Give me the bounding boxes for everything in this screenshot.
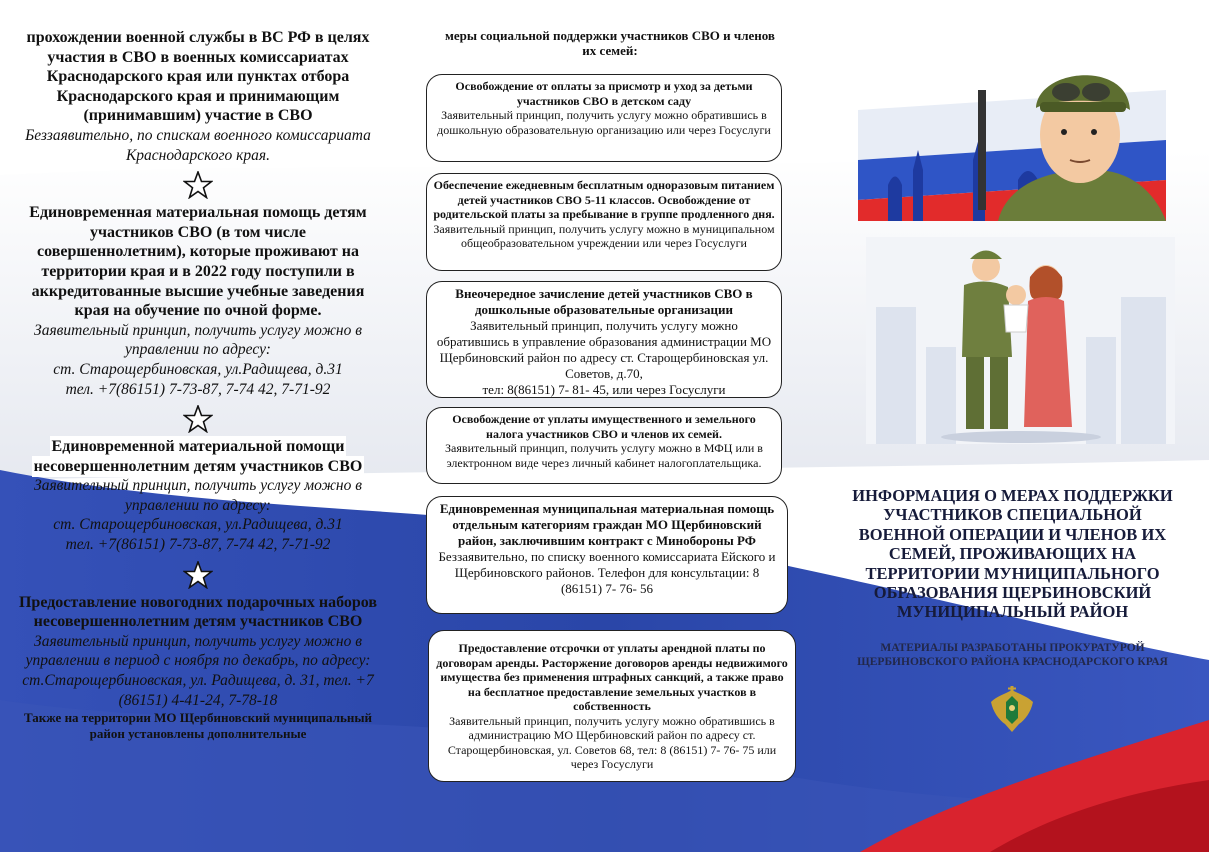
box-text: Заявительный принцип, получить услугу можно обратившись в дошкольную образовательную организацию или через Госуслуги [437,108,771,137]
soldier-illustration [858,50,1166,221]
block3-note: Заявительный принцип, получить услугу можно в управлении по адресу: [34,477,362,514]
block3-heading-line1: Единовременной материальной помощи [51,438,345,456]
box-text: Заявительный принцип, получить услугу можно обратившись в администрацию МО Щербиновский район по адресу ст. Старощербиновская, ул. Советов 68, тел: 8 (86151) 7- 76- 75 или через Госуслуги [447,713,777,771]
box-heading [433,178,775,251]
block3-heading-line2: несовершеннолетним детям участников СВО [33,457,363,475]
brochure-title: ИНФОРМАЦИЯ О МЕРАХ ПОДДЕРЖКИ УЧАСТНИКОВ СПЕЦИАЛЬНОЙ ВОЕННОЙ ОПЕРАЦИИ И ЧЛЕНОВ ИХ СЕМЕЙ, ПРОЖИВАЮЩИХ НА ТЕРРИТОРИИ МУНИЦИПАЛЬНОГО ОБРАЗОВАНИЯ ЩЕРБИНОВСКИЙ МУНИЦИПАЛЬНЫЙ РАЙОН [852,486,1173,622]
box-heading: Единовременная муниципальная материальная помощь отдельным категориям граждан МО Щербиновский район, заключившим контракт с Минобороны РФ [439,501,775,548]
box-heading: Предоставление отсрочки от уплаты арендной платы по договорам аренды. Расторжение договоров аренды недвижимого имущества без применения штрафных санкций, а также право на бесплатное предоставление земельных участков в собственность [436,641,788,713]
support-box-1 [426,74,782,162]
box-text: Беззаявительно, по списку военного комиссариата Ейского и Щербиновского районов. Телефон для консультации: 8 (86151) 7- 76- 56 [438,549,776,596]
middle-column [424,28,796,58]
block2-note: Заявительный принцип, получить услугу можно в управлении по адресу: [34,321,362,359]
block2-heading: Единовременная материальная помощь детям участников СВО (в том числе совершеннолетним), которые проживают на территории края и в 2022 году поступили в аккредитованные высшие учебные заведения края на обучение по очной форме. [29,204,367,320]
box-heading: Внеочередное зачисление детей участников СВО в дошкольные образовательные организации [455,286,753,317]
left-column [16,28,380,742]
box-heading-text: Обеспечение ежедневным бесплатным одноразовым питанием детей участников СВО 5-11 классов. Освобождение от родительской платы за пребывание в группе продленного дня. [433,178,775,221]
block5-text: Также на территории МО Щербиновский муниципальный район установлены дополнительные [23,710,373,742]
block1-note: Беззаявительно, по спискам военного комиссариата Краснодарского края. [25,126,371,164]
block2-address: ст. Старощербиновская, ул.Радищева, д.31 [53,360,343,378]
block3-heading [16,437,380,476]
block2-phone: тел. +7(86151) 7-73-87, 7-74 42, 7-71-92 [65,380,331,398]
box-heading: Освобождение от уплаты имущественного и земельного налога участников СВО и членов их семей. [452,412,756,441]
box-text: Заявительный принцип, получить услугу можно в МФЦ или в электронном виде через личный кабинет налогоплательщика. [445,441,763,470]
box-phone: тел: 8(86151) 7- 81- 45, или через Госуслуги [482,382,726,397]
star-icon [183,171,213,199]
support-box-3 [426,281,782,398]
support-box-6 [428,630,796,782]
star-icon [183,405,213,433]
block4-heading: Предоставление новогодних подарочных наборов несовершеннолетним детям участников СВО [18,593,378,631]
prosecutor-emblem-icon [987,684,1037,738]
block3-address: ст. Старощербиновская, ул.Радищева, д.31 [53,516,343,534]
middle-title: меры социальной поддержки участников СВО и членов их семей: [445,28,775,58]
brochure-subtitle: МАТЕРИАЛЫ РАЗРАБОТАНЫ ПРОКУРАТУРОЙ ЩЕРБИНОВСКОГО РАЙОНА КРАСНОДАРСКОГО КРАЯ [857,642,1168,668]
block4-note: Заявительный принцип, получить услугу можно в управлении в период с ноября по декабрь, по адресу: ст.Старощербиновская, ул. Радищева, д. 31, тел. +7 (86151) 4-41-24, 7-78-18 [22,632,374,709]
box-text: Заявительный принцип, получить услугу можно обратившись в управление образования администрации МО Щербиновский район по адресу ст. Старощербиновская ул. Советов, д.70, [436,318,772,381]
block3-phone: тел. +7(86151) 7-73-87, 7-74 42, 7-71-92 [65,536,331,554]
support-box-4 [426,407,782,484]
star-icon [183,561,213,589]
box-heading: Освобождение от оплаты за присмотр и уход за детьми участников СВО в детском саду [455,79,753,108]
family-illustration [866,237,1175,444]
support-box-5 [426,496,788,614]
block1-heading: прохождении военной службы в ВС РФ в целях участия в СВО в военных комиссариатах Краснодарского края или пунктах отбора Краснодарского края и принимающим (принимавшим) участие в СВО [26,29,370,125]
box-text: Заявительный принцип, получить услугу можно в муниципальном общеобразовательном учреждении или через Госуслуги [433,221,775,250]
support-box-2 [426,173,782,271]
